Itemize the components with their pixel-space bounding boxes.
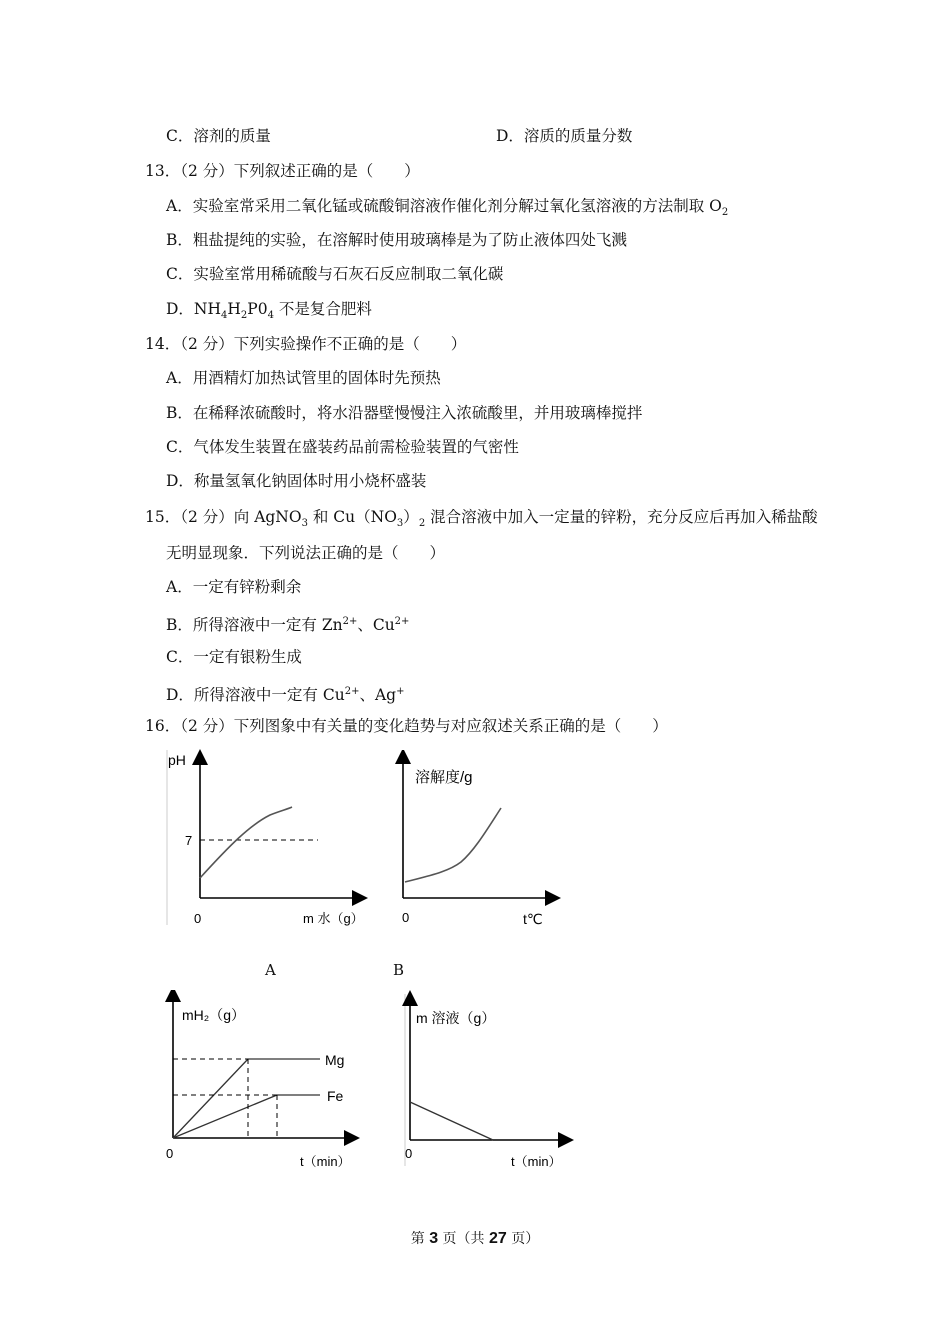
- q13-d-sub2: 2: [240, 310, 248, 322]
- graph-c-xlabel: t（min）: [300, 1154, 351, 1169]
- graph-b-origin: 0: [402, 910, 410, 925]
- q13-d-sub1: 4: [221, 310, 228, 322]
- graph-a-caption: A: [265, 961, 276, 979]
- graph-a-xlabel: m 水（g）: [303, 911, 364, 926]
- q15-sub1: 3: [301, 518, 308, 530]
- q15-option-b: [166, 612, 409, 635]
- graph-b-ylabel: 溶解度/g: [415, 769, 473, 786]
- graph-a-ylabel: pH: [168, 752, 186, 768]
- graph-c-fe-rise: [173, 1095, 277, 1138]
- q15-pre: 15．（2 分）向 AgNO: [145, 508, 302, 526]
- footer-post: 页）: [506, 1231, 540, 1247]
- q15-option-a: A．一定有锌粉剩余: [166, 578, 302, 596]
- graph-b-caption: B: [393, 961, 405, 979]
- q13-d-post: 不是复合肥料: [273, 300, 372, 318]
- q13-option-a-subscript: 2: [721, 207, 729, 219]
- q14-option-c: C．气体发生装置在盛装药品前需检验装置的气密性: [166, 438, 519, 456]
- q15-d-mid: 、Ag: [359, 686, 397, 705]
- graph-d-ylabel: m 溶液（g）: [416, 1010, 496, 1026]
- q15-b-mid: 、Cu: [357, 616, 395, 635]
- graph-b-xlabel: t℃: [523, 911, 543, 927]
- q15-sub3: 2: [418, 518, 426, 530]
- q15-mid: 和 Cu（NO: [307, 508, 397, 526]
- footer-total-pages: 27: [489, 1230, 507, 1247]
- q15-post: 混合溶液中加入一定量的锌粉，充分反应后再加入稀盐酸: [425, 508, 818, 526]
- q13-option-d: [166, 299, 372, 326]
- q13-option-a: [166, 196, 728, 223]
- footer-mid: 页（共: [438, 1231, 489, 1247]
- q12-option-c: C．溶剂的质量: [166, 127, 271, 145]
- graph-c-series-mg: Mg: [325, 1052, 345, 1068]
- q13-d-mid: H: [227, 300, 241, 318]
- q15-stem-line1: [145, 507, 818, 534]
- q15-stem-line2: 无明显现象．下列说法正确的是（ ）: [166, 544, 446, 562]
- q15-b-sup1: 2+: [342, 616, 358, 627]
- q14-option-d: D．称量氢氧化钠固体时用小烧杯盛装: [166, 472, 427, 490]
- q15-b-pre: B．所得溶液中一定有 Zn: [166, 616, 343, 635]
- q15-mid2: ）: [403, 508, 419, 526]
- q14-option-b: B．在稀释浓硫酸时，将水沿器壁慢慢注入浓硫酸里，并用玻璃棒搅拌: [166, 404, 643, 422]
- graph-d-line: [410, 1102, 493, 1140]
- q13-option-b: B．粗盐提纯的实验，在溶解时使用玻璃棒是为了防止液体四处飞溅: [166, 231, 627, 249]
- q15-option-d: [166, 682, 404, 705]
- graph-c-series-fe: Fe: [327, 1088, 344, 1104]
- q13-d-sub3: 4: [267, 310, 274, 322]
- q13-stem: 13．（2 分）下列叙述正确的是（ ）: [145, 162, 420, 180]
- q12-option-d: D．溶质的质量分数: [496, 127, 633, 145]
- q13-option-a-text: A．实验室常采用二氧化锰或硫酸铜溶液作催化剂分解过氧化氢溶液的方法制取 O: [166, 197, 722, 215]
- footer-pre: 第: [410, 1231, 430, 1247]
- graph-a: [160, 745, 375, 939]
- graph-a-origin: 0: [194, 911, 202, 926]
- graph-d-xlabel: t（min）: [511, 1154, 562, 1169]
- q14-option-a: A．用酒精灯加热试管里的固体时先预热: [166, 369, 441, 387]
- q15-d-sup2: +: [396, 686, 405, 697]
- graph-a-ref-label: 7: [185, 833, 193, 848]
- graph-c-mg-rise: [173, 1059, 248, 1138]
- graph-c-origin: 0: [166, 1146, 174, 1161]
- q13-d-pre: D．NH: [166, 300, 222, 318]
- page-footer: [0, 1228, 950, 1248]
- graph-b: [393, 750, 568, 939]
- graph-d-origin: 0: [405, 1146, 413, 1161]
- q13-option-c: C．实验室常用稀硫酸与石灰石反应制取二氧化碳: [166, 265, 504, 283]
- q15-d-pre: D．所得溶液中一定有 Cu: [166, 686, 345, 705]
- graph-c: [160, 990, 380, 1179]
- footer-page-number: 3: [429, 1230, 439, 1247]
- q13-d-mid2: P0: [247, 300, 268, 318]
- graph-b-curve: [405, 808, 501, 882]
- q14-stem: 14．（2 分）下列实验操作不正确的是（ ）: [145, 335, 467, 353]
- graph-d: [398, 990, 583, 1179]
- q15-b-sup2: 2+: [394, 616, 410, 627]
- q16-stem: 16．（2 分）下列图象中有关量的变化趋势与对应叙述关系正确的是（ ）: [145, 717, 668, 735]
- q15-d-sup1: 2+: [344, 686, 360, 697]
- q15-option-c: C．一定有银粉生成: [166, 648, 302, 666]
- graph-c-ylabel: mH₂（g）: [182, 1007, 245, 1023]
- q15-sub2: 3: [396, 518, 404, 530]
- graph-a-curve: [200, 807, 292, 878]
